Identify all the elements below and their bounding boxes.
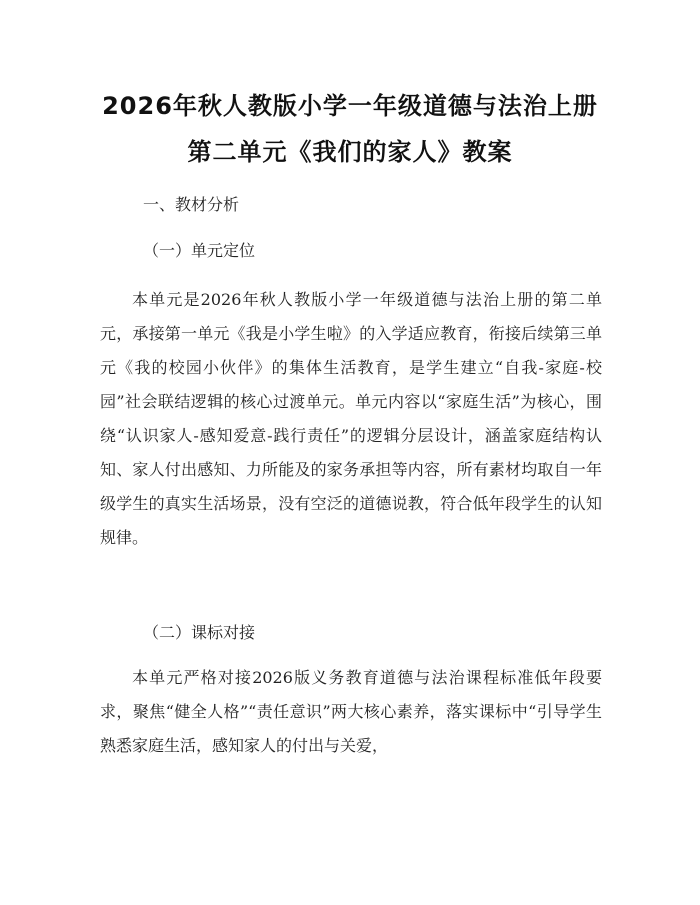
subsection-heading-unit-positioning: （一）单元定位 — [143, 241, 256, 260]
paragraph-unit-positioning: 本单元是2026年秋人教版小学一年级道德与法治上册的第二单元，承接第一单元《我是小学生啦》的入学适应教育，衔接后续第三单元《我的校园小伙伴》的集体生活教育，是学生建立“自我-家庭-校园”社会联结逻辑的核心过渡单元。单元内容以“家庭生活”为核心，围绕“认识家人-感知爱意-践行责任”的逻辑分层设计，涵盖家庭结构认知、家人付出感知、力所能及的家务承担等内容，所有素材均取自一年级学生的真实生活场景，没有空泛的道德说教，符合低年段学生的认知规律。 — [100, 290, 602, 547]
section-heading-textbook-analysis: 一、教材分析 — [143, 195, 240, 214]
document-title-line-1: 2026年秋人教版小学一年级道德与法治上册 — [102, 92, 598, 120]
document-title-line-2: 第二单元《我们的家人》教案 — [187, 138, 513, 166]
paragraph-curriculum-alignment: 本单元严格对接2026版义务教育道德与法治课程标准低年段要求，聚焦“健全人格”“责任意识”两大核心素养，落实课标中“引导学生熟悉家庭生活，感知家人的付出与关爱， — [100, 668, 602, 755]
subsection-heading-curriculum-alignment: （二）课标对接 — [143, 623, 256, 642]
